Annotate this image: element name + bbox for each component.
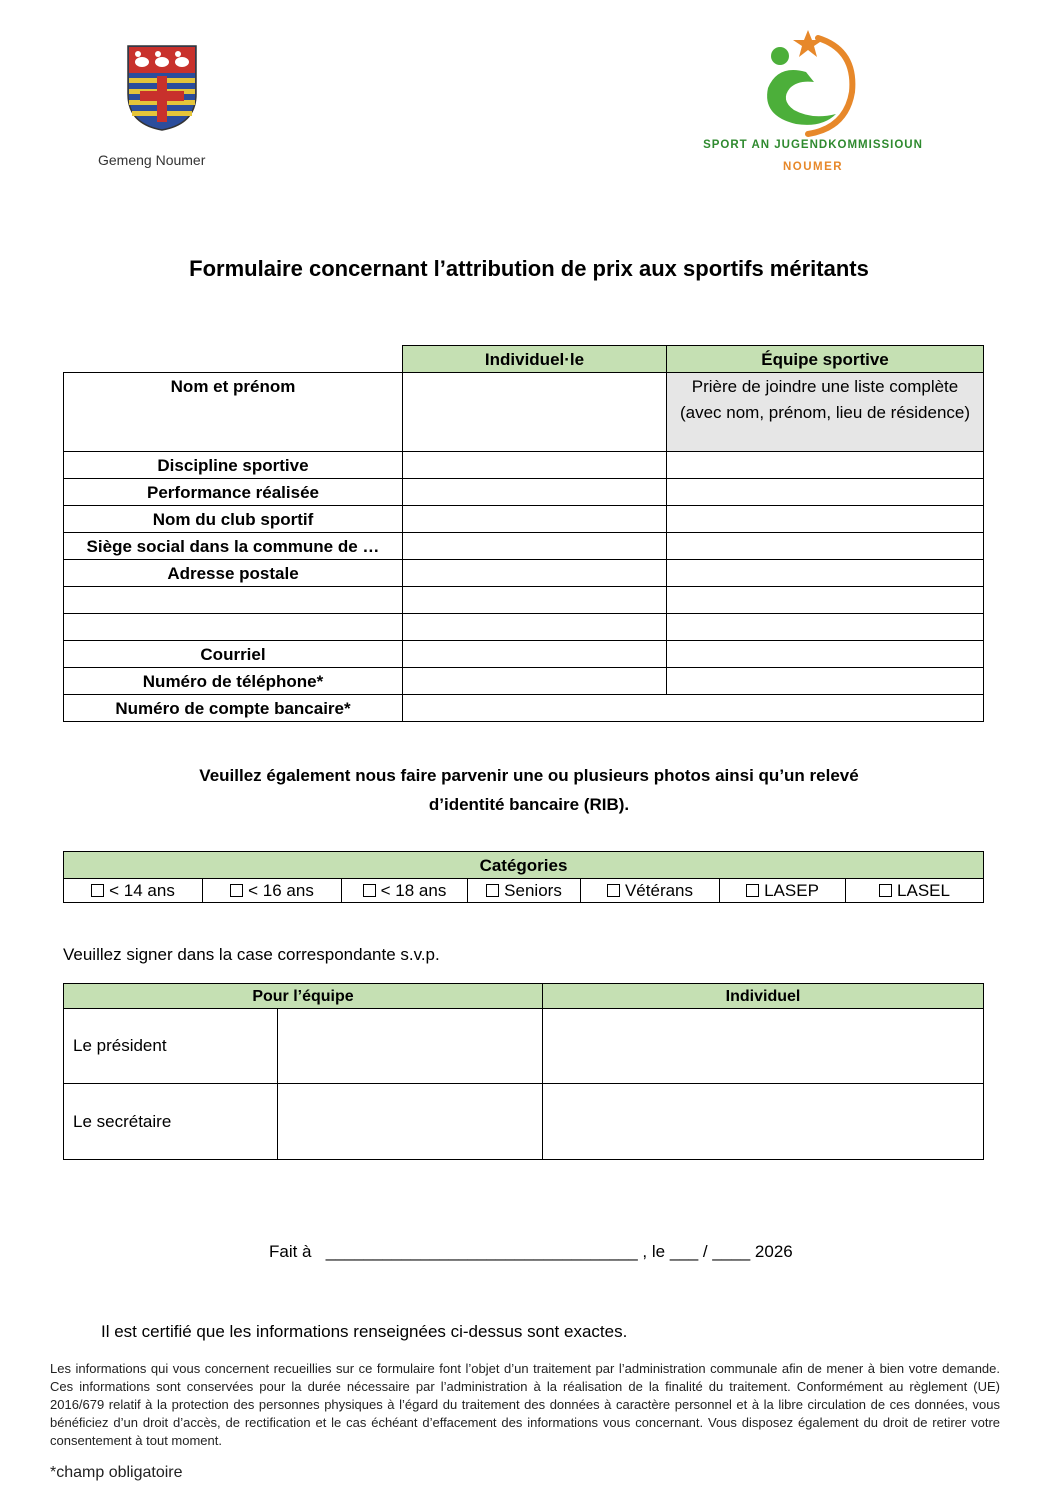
category-u18-label: < 18 ans	[380, 881, 447, 900]
category-seniors-checkbox[interactable]	[467, 878, 581, 903]
checkbox-icon	[879, 884, 892, 897]
individual-office-field[interactable]	[402, 532, 667, 560]
role-secretary-label: Le secrétaire	[63, 1083, 278, 1160]
team-address-line-2-field[interactable]	[666, 586, 984, 614]
checkbox-icon	[607, 884, 620, 897]
team-performance-field[interactable]	[666, 478, 984, 506]
team-list-note: Prière de joindre une liste complète (avec nom, prénom, lieu de résidence)	[666, 372, 984, 452]
team-phone-field[interactable]	[666, 667, 984, 695]
column-header-team: Équipe sportive	[666, 345, 984, 373]
checkbox-icon	[91, 884, 104, 897]
sign-instruction: Veuillez signer dans la case correspondante s.v.p.	[63, 945, 440, 964]
team-club-field[interactable]	[666, 505, 984, 533]
category-u14-checkbox[interactable]	[63, 878, 203, 903]
fait-a-label: Fait à	[269, 1242, 312, 1261]
individual-signature-box-1[interactable]	[542, 1008, 984, 1084]
mandatory-field-footnote: *champ obligatoire	[50, 1464, 183, 1481]
coat-of-arms-logo	[126, 44, 198, 132]
team-discipline-field[interactable]	[666, 451, 984, 479]
secretary-signature-box[interactable]	[277, 1083, 543, 1160]
president-signature-box[interactable]	[277, 1008, 543, 1084]
category-lasep-label: LASEP	[764, 881, 819, 900]
municipality-name: Gemeng Noumer	[98, 152, 206, 168]
row-label-club-name: Nom du club sportif	[63, 505, 403, 533]
row-label-phone: Numéro de téléphone*	[63, 667, 403, 695]
individual-signature-box-2[interactable]	[542, 1083, 984, 1160]
bank-account-field[interactable]	[402, 694, 984, 722]
categories-title: Catégories	[63, 851, 984, 879]
individual-club-field[interactable]	[402, 505, 667, 533]
category-u16-checkbox[interactable]	[202, 878, 342, 903]
category-u16-label: < 16 ans	[248, 881, 314, 900]
checkbox-icon	[230, 884, 243, 897]
photos-note-line-2: d’identité bancaire (RIB).	[428, 795, 630, 814]
place-date-blanks: _________________________________ , le ___ / ____ 2026	[325, 1242, 793, 1261]
category-veterans-label: Vétérans	[624, 881, 694, 900]
commission-name: SPORT AN JUGENDKOMMISSIOUN	[703, 139, 923, 151]
form-title: Formulaire concernant l’attribution de prix aux sportifs méritants	[189, 256, 869, 281]
individual-address-line-3-field[interactable]	[402, 613, 667, 641]
row-label-email: Courriel	[63, 640, 403, 668]
team-email-field[interactable]	[666, 640, 984, 668]
category-u14-label: < 14 ans	[109, 881, 175, 900]
place-date-line[interactable]	[269, 1242, 793, 1262]
individual-performance-field[interactable]	[402, 478, 667, 506]
row-label-address-line-3	[63, 613, 403, 641]
team-office-field[interactable]	[666, 532, 984, 560]
row-label-discipline: Discipline sportive	[63, 451, 403, 479]
category-lasep-checkbox[interactable]	[719, 878, 846, 903]
row-label-postal-address: Adresse postale	[63, 559, 403, 587]
checkbox-icon	[746, 884, 759, 897]
individual-address-field[interactable]	[402, 559, 667, 587]
signature-header-team: Pour l’équipe	[63, 983, 543, 1009]
row-label-name: Nom et prénom	[63, 372, 403, 452]
checkbox-icon	[363, 884, 376, 897]
certification-statement: Il est certifié que les informations renseignées ci-dessus sont exactes.	[101, 1322, 628, 1341]
individual-phone-field[interactable]	[402, 667, 667, 695]
team-address-line-3-field[interactable]	[666, 613, 984, 641]
category-veterans-checkbox[interactable]	[580, 878, 720, 903]
category-seniors-label: Seniors	[504, 881, 562, 900]
commission-town: NOUMER	[782, 161, 844, 173]
column-header-individual: Individuel·le	[402, 345, 667, 373]
signature-header-individual: Individuel	[542, 983, 984, 1009]
team-address-field[interactable]	[666, 559, 984, 587]
role-president-label: Le président	[63, 1008, 278, 1084]
row-label-bank-account: Numéro de compte bancaire*	[63, 694, 403, 722]
individual-address-line-2-field[interactable]	[402, 586, 667, 614]
sport-commission-logo	[756, 30, 860, 140]
row-label-registered-office: Siège social dans la commune de …	[63, 532, 403, 560]
category-lasel-checkbox[interactable]	[845, 878, 984, 903]
individual-name-field[interactable]	[402, 372, 667, 452]
individual-email-field[interactable]	[402, 640, 667, 668]
category-u18-checkbox[interactable]	[341, 878, 468, 903]
row-label-address-line-2	[63, 586, 403, 614]
individual-discipline-field[interactable]	[402, 451, 667, 479]
row-label-performance: Performance réalisée	[63, 478, 403, 506]
photos-note-line-1: Veuillez également nous faire parvenir une ou plusieurs photos ainsi qu’un relevé	[199, 766, 859, 785]
category-lasel-label: LASEL	[897, 881, 950, 900]
privacy-notice: Les informations qui vous concernent recueillies sur ce formulaire font l’objet d’un traitement par l’administration communale afin de mener à bien votre demande. Ces informations sont conservées pour la durée nécessaire par l’administration à la réalisation de la finalité du traitement. Conformément au règlement (UE) 2016/679 relatif à la protection des personnes physiques à l’égard du traitement des données à caractère personnel et à la libre circulation de ces données, vous bénéficiez d’un droit d’accès, de rectification et le cas échéant d’effacement des informations vous concernant. Vous disposez également du droit de retirer votre consentement à tout moment.	[50, 1361, 1000, 1448]
checkbox-icon	[486, 884, 499, 897]
